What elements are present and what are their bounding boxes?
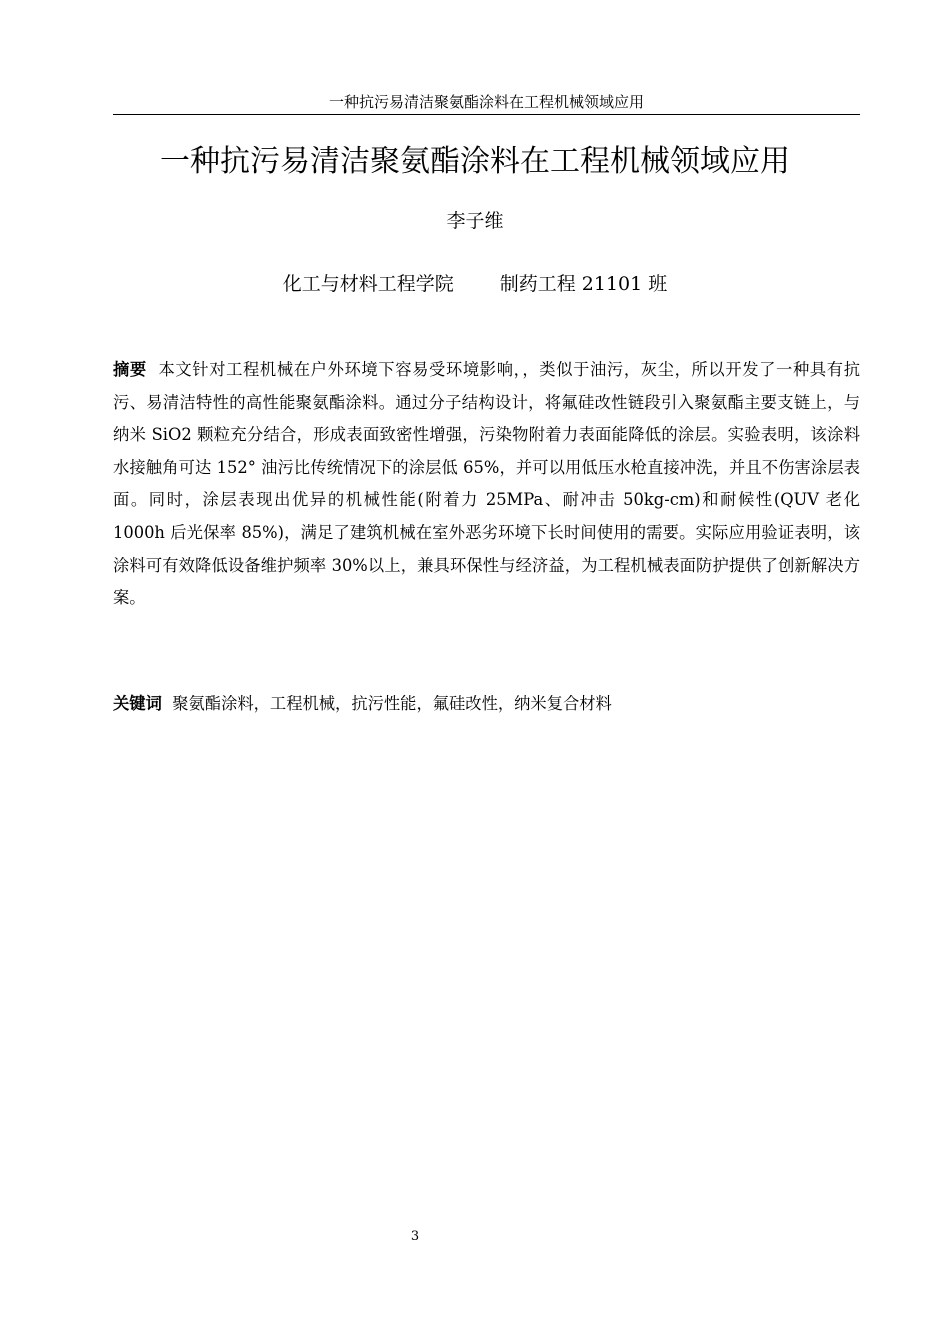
affiliation-class: 制药工程 21101 班 <box>499 273 668 295</box>
paper-title: 一种抗污易清洁聚氨酯涂料在工程机械领域应用 <box>160 144 790 179</box>
keywords-label: 关键词 <box>113 694 162 713</box>
keywords <box>113 689 860 719</box>
author-name: 李子维 <box>446 210 504 232</box>
abstract-label: 摘要 <box>113 360 147 379</box>
affiliation-school: 化工与材料工程学院 <box>282 273 454 295</box>
page-number: 3 <box>410 1229 420 1244</box>
abstract-text: 本文针对工程机械在户外环境下容易受环境影响，，类似于油污，灰尘，所以开发了一种具有抗污、易清洁特性的高性能聚氨酯涂料。通过分子结构设计，将氟硅改性链段引入聚氨酯主要支链上，与纳米 SiO2 颗粒充分结合，形成表面致密性增强，污染物附着力表面能降低的涂层。实验表明，该涂料水接触角可达 152° 油污比传统情况下的涂层低 65%，并可以用低压水枪直接冲洗，并且不伤害涂层表面。同时，涂层表现出优异的机械性能(附着力 25MPa、耐冲击 50kg-cm)和耐候性(QUV 老化 1000h 后光保率 85%)，满足了建筑机械在室外恶劣环境下长时间使用的需要。实际应用验证表明，该涂料可有效降低设备维护频率 30%以上，兼具环保性与经济益，为工程机械表面防护提供了创新解决方案。 <box>113 360 860 608</box>
affiliation <box>0 271 950 297</box>
abstract <box>113 354 860 615</box>
keywords-text: 聚氨酯涂料，工程机械，抗污性能，氟硅改性，纳米复合材料 <box>172 694 612 713</box>
running-header: 一种抗污易清洁聚氨酯涂料在工程机械领域应用 <box>113 92 860 115</box>
